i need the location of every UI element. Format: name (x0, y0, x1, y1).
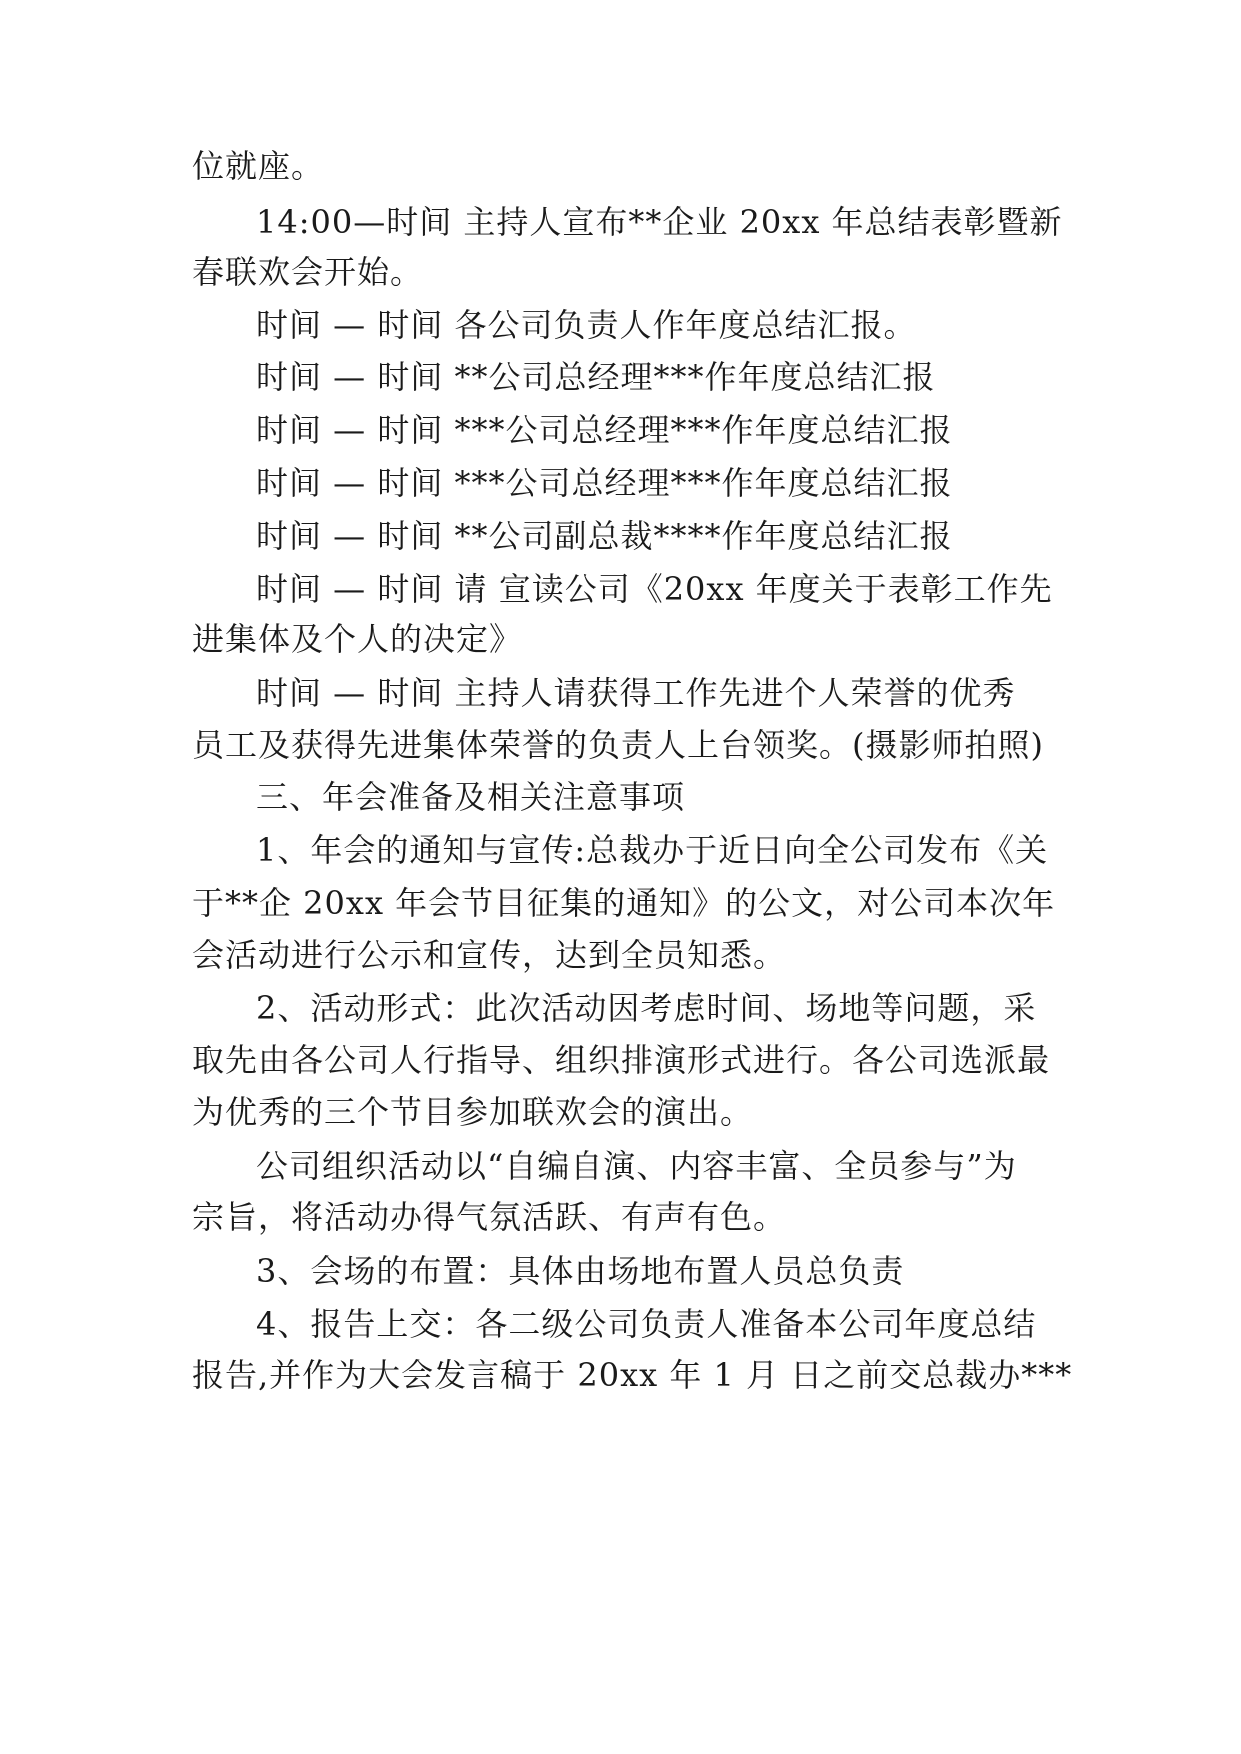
text-line-13: 三、年会准备及相关注意事项 (256, 778, 686, 816)
text-line-2: 14:00—时间 主持人宣布**企业 20xx 年总结表彰暨新 (256, 203, 1063, 241)
text-line-11: 时间 — 时间 主持人请获得工作先进个人荣誉的优秀 (256, 674, 1016, 712)
text-line-22: 3、会场的布置：具体由场地布置人员总负责 (256, 1252, 905, 1290)
text-line-15: 于**企 20xx 年会节目征集的通知》的公文，对公司本次年 (192, 884, 1056, 922)
text-line-14: 1、年会的通知与宣传:总裁办于近日向全公司发布《关 (256, 831, 1049, 869)
text-line-16: 会活动进行公示和宣传，达到全员知悉。 (192, 936, 787, 974)
text-line-23: 4、报告上交：各二级公司负责人准备本公司年度总结 (256, 1305, 1037, 1343)
text-line-6: 时间 — 时间 ***公司总经理***作年度总结汇报 (256, 411, 953, 449)
text-line-24: 报告,并作为大会发言稿于 20xx 年 1 月 日之前交总裁办*** (192, 1356, 1073, 1394)
text-line-7: 时间 — 时间 ***公司总经理***作年度总结汇报 (256, 464, 953, 502)
text-line-5: 时间 — 时间 **公司总经理***作年度总结汇报 (256, 358, 936, 396)
text-line-8: 时间 — 时间 **公司副总裁****作年度总结汇报 (256, 517, 953, 555)
text-line-12: 员工及获得先进集体荣誉的负责人上台领奖。(摄影师拍照) (192, 726, 1044, 764)
text-line-20: 公司组织活动以“自编自演、内容丰富、全员参与”为 (256, 1147, 1017, 1185)
text-line-1: 位就座。 (192, 147, 325, 185)
text-line-3: 春联欢会开始。 (192, 253, 424, 291)
text-line-9: 时间 — 时间 请 宣读公司《20xx 年度关于表彰工作先 (256, 570, 1053, 608)
text-line-21: 宗旨，将活动办得气氛活跃、有声有色。 (192, 1198, 787, 1236)
text-line-18: 取先由各公司人行指导、组织排演形式进行。各公司选派最 (192, 1041, 1051, 1079)
text-line-17: 2、活动形式：此次活动因考虑时间、场地等问题，采 (256, 989, 1037, 1027)
text-line-10: 进集体及个人的决定》 (192, 620, 523, 658)
text-line-4: 时间 — 时间 各公司负责人作年度总结汇报。 (256, 306, 917, 344)
text-line-19: 为优秀的三个节目参加联欢会的演出。 (192, 1093, 754, 1131)
